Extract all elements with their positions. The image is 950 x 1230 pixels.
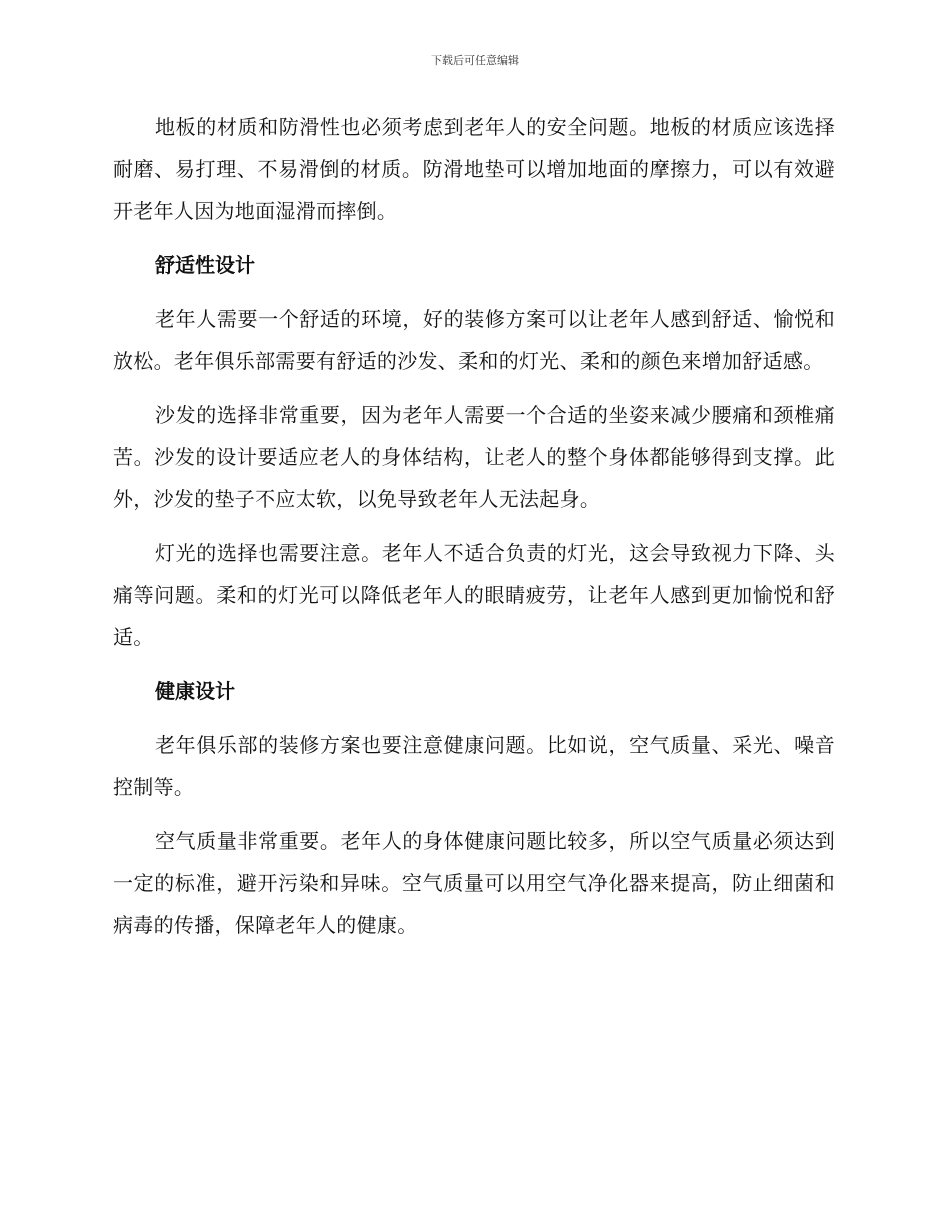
document-body [113, 106, 835, 958]
paragraph-sofa: 沙发的选择非常重要，因为老年人需要一个合适的坐姿来减少腰痛和颈椎痛苦。沙发的设计要适应老人的身体结构，让老人的整个身体都能够得到支撑。此外，沙发的垫子不应太软，以免导致老年人无法起身。 [113, 403, 835, 511]
page-header: 下载后可任意编辑 [431, 54, 519, 67]
paragraph-health-intro: 老年俱乐部的装修方案也要注意健康问题。比如说，空气质量、采光、噪音控制等。 [113, 733, 835, 799]
paragraph-lighting: 灯光的选择也需要注意。老年人不适合负责的灯光，这会导致视力下降、头痛等问题。柔和的灯光可以降低老年人的眼睛疲劳，让老年人感到更加愉悦和舒适。 [113, 541, 835, 649]
paragraph-comfort-environment: 老年人需要一个舒适的环境，好的装修方案可以让老年人感到舒适、愉悦和放松。老年俱乐部需要有舒适的沙发、柔和的灯光、柔和的颜色来增加舒适感。 [113, 307, 835, 373]
section-heading-comfort: 舒适性设计 [155, 253, 255, 277]
paragraph-floor-safety: 地板的材质和防滑性也必须考虑到老年人的安全问题。地板的材质应该选择耐磨、易打理、不易滑倒的材质。防滑地垫可以增加地面的摩擦力，可以有效避开老年人因为地面湿滑而摔倒。 [113, 115, 835, 223]
paragraph-air-quality: 空气质量非常重要。老年人的身体健康问题比较多，所以空气质量必须达到一定的标准，避开污染和异味。空气质量可以用空气净化器来提高，防止细菌和病毒的传播，保障老年人的健康。 [113, 829, 835, 937]
section-heading-health: 健康设计 [155, 679, 235, 703]
